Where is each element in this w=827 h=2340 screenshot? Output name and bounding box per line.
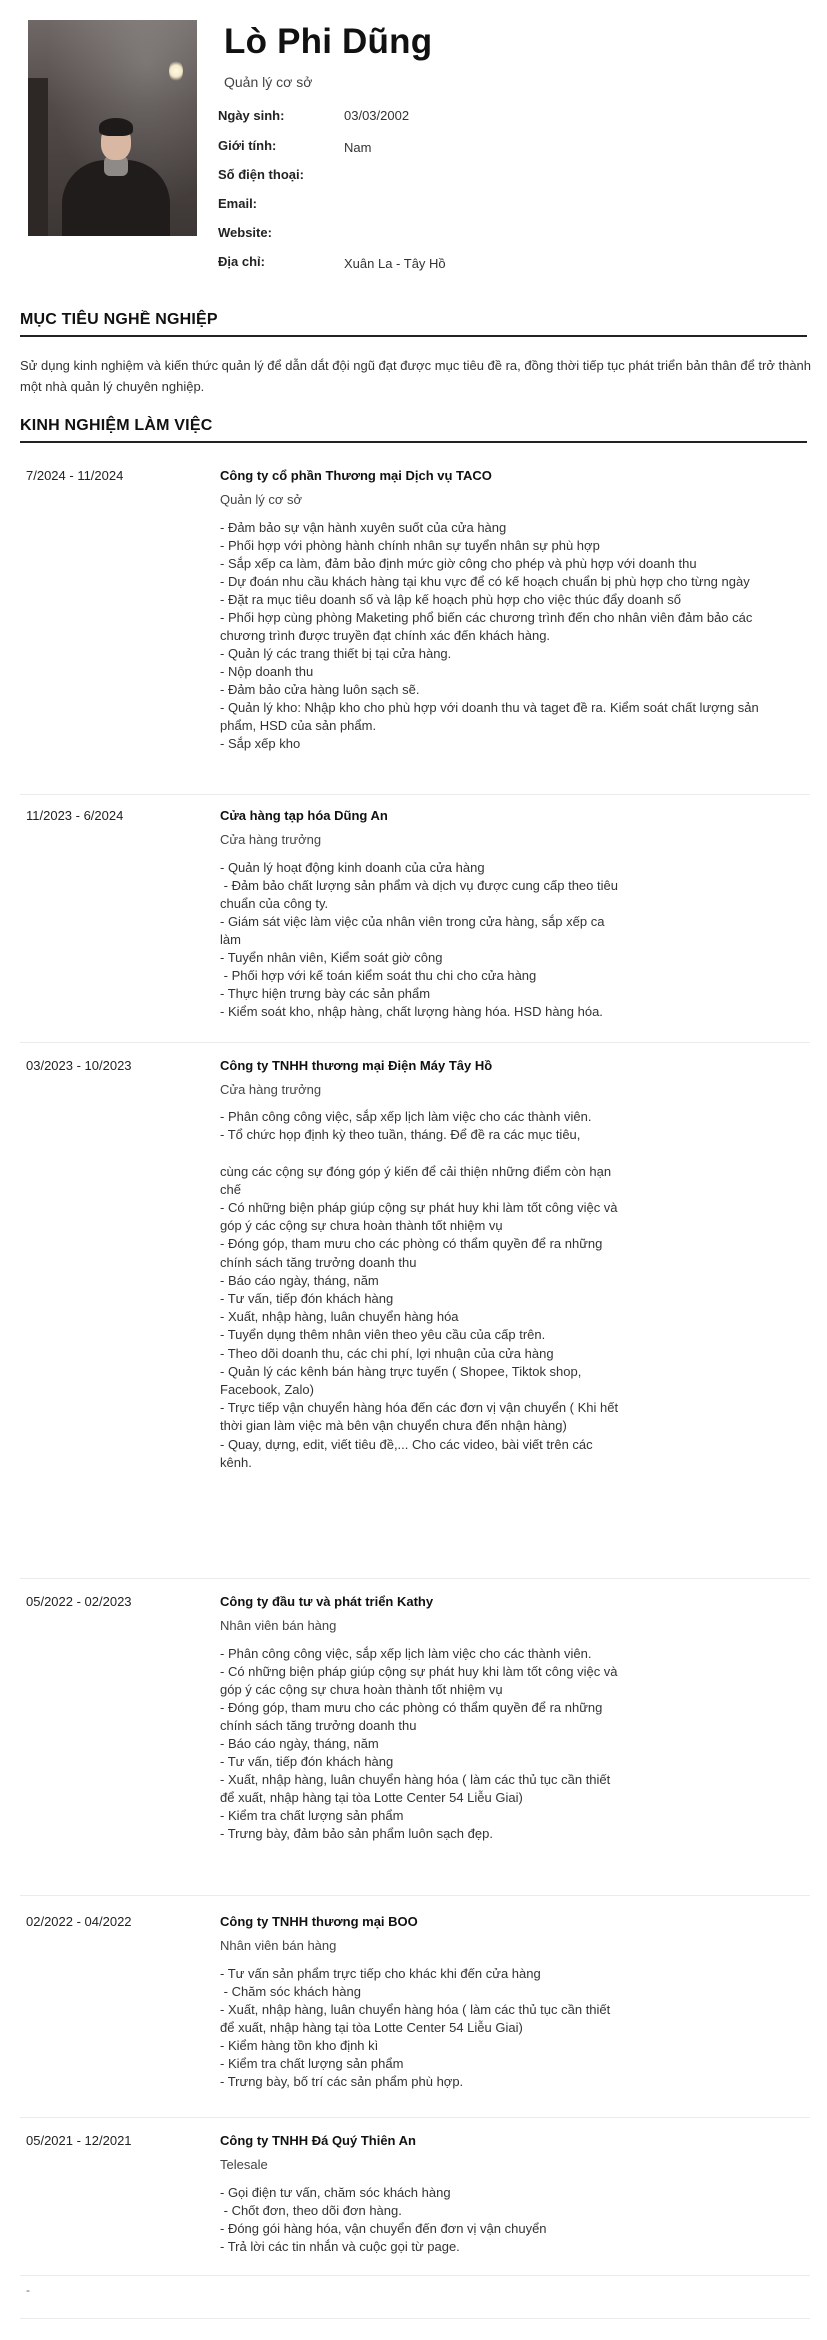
experience-item [20,1594,810,1896]
info-value: Nam [344,140,372,155]
experience-description: - Phân công công việc, sắp xếp lịch làm việc cho các thành viên. - Có những biện pháp giúp cộng sự phát huy khi làm tốt công việc và góp ý các cộng sự chưa hoàn thành tốt nhiệm vụ - Đóng góp, tham mưu cho các phòng có thẩm quyền để ra những chính sách tăng trưởng doanh thu - Báo cáo ngày, tháng, năm - Tư vấn, tiếp đón khách hàng - Xuất, nhập hàng, luân chuyển hàng hóa ( làm các thủ tục cần thiết để xuất, nhập hàng tại tòa Lotte Center 54 Liễu Giai) - Kiểm tra chất lượng sản phẩm - Trưng bày, đảm bảo sản phẩm luôn sạch đẹp. [220,1646,618,1841]
experience-item [20,1914,810,2118]
experience-company: Công ty đầu tư và phát triển Kathy [220,1594,434,1609]
experience-period: 05/2021 - 12/2021 [26,2133,132,2148]
info-label: Website: [218,225,272,240]
experience-role: Nhân viên bán hàng [220,1618,337,1633]
experience-role: Cửa hàng trưởng [220,832,322,847]
section-divider [20,441,807,443]
experience-description: - Phân công công việc, sắp xếp lịch làm việc cho các thành viên. - Tổ chức họp định kỳ theo tuần, tháng. Để đề ra các mục tiêu, cùng các cộng sự đóng góp ý kiến để cải thiện những điểm còn hạn chế - Có những biện pháp giúp cộng sự phát huy khi làm tốt công việc và góp ý các cộng sự chưa hoàn thành tốt nhiệm vụ - Đóng góp, tham mưu cho các phòng có thẩm quyền để ra những chính sách tăng trưởng doanh thu - Báo cáo ngày, tháng, năm - Tư vấn, tiếp đón khách hàng - Xuất, nhập hàng, luân chuyển hàng hóa - Tuyển dụng thêm nhân viên theo yêu cầu của cấp trên. - Theo dõi doanh thu, các chi phí, lợi nhuận của cửa hàng - Quản lý các kênh bán hàng trực tuyến ( Shopee, Tiktok shop, Facebook, Zalo) - Trực tiếp vận chuyển hàng hóa đến các đơn vị vận chuyển ( Khi hết thời gian làm việc mà bên vận chuyển chưa đến nhận hàng) - Quay, dựng, edit, viết tiêu đề,... Cho các video, bài viết trên các kênh. [220,1109,619,1470]
experience-role: Nhân viên bán hàng [220,1938,337,1953]
section-divider [20,335,807,337]
experience-description: - Quản lý hoạt động kinh doanh của cửa hàng - Đảm bảo chất lượng sản phẩm và dịch vụ được cung cấp theo tiêu chuẩn của công ty. - Giám sát việc làm việc của nhân viên trong cửa hàng, sắp xếp ca làm - Tuyển nhân viên, Kiểm soát giờ công - Phối hợp với kế toán kiểm soát thu chi cho cửa hàng - Thực hiện trưng bày các sản phẩm - Kiểm soát kho, nhập hàng, chất lượng hàng hóa. HSD hàng hóa. [220,860,618,1019]
footer-dash: - [26,2283,30,2297]
experience-role: Telesale [220,2157,268,2172]
experience-item [20,2133,810,2276]
experience-description: - Đảm bảo sự vận hành xuyên suốt của cửa hàng - Phối hợp với phòng hành chính nhân sự tuyển nhân sự phù hợp - Sắp xếp ca làm, đảm bảo định mức giờ công cho phép và phù hợp với doanh thu - Dự đoán nhu cầu khách hàng tại khu vực để có kế hoạch chuẩn bị phù hợp cho từng ngày - Đặt ra mục tiêu doanh số và lập kế hoạch phù hợp cho việc thúc đẩy doanh số - Phối hợp cùng phòng Maketing phổ biến các chương trình đến cho nhân viên đảm bảo các chương trình được truyền đạt chính xác đến khách hàng. - Quản lý các trang thiết bị tại cửa hàng. - Nộp doanh thu - Đảm bảo cửa hàng luôn sạch sẽ. - Quản lý kho: Nhập kho cho phù hợp với doanh thu và taget đề ra. Kiểm soát chất lượng sản phẩm, HSD của sản phẩm. - Sắp xếp kho [220,520,759,751]
experience-company: Công ty TNHH Đá Quý Thiên An [220,2133,416,2148]
experience-heading: KINH NGHIỆM LÀM VIỆC [20,417,213,434]
experience-company: Công ty TNHH thương mại Điện Máy Tây Hồ [220,1058,493,1073]
info-value: 03/03/2002 [344,108,410,123]
photo-door [28,78,48,236]
objective-heading: MỤC TIÊU NGHỀ NGHIỆP [20,311,218,328]
experience-company: Công ty TNHH thương mại BOO [220,1914,418,1929]
experience-item [20,468,810,795]
info-label: Ngày sinh: [218,108,285,123]
photo-lamp [169,60,183,82]
footer-divider [20,2318,810,2319]
candidate-name: Lò Phi Dũng [224,22,433,61]
experience-item [20,1058,810,1579]
profile-photo [28,20,197,236]
info-label: Địa chỉ: [218,254,265,269]
experience-role: Quản lý cơ sở [220,492,303,507]
info-label: Giới tính: [218,138,277,153]
experience-period: 11/2023 - 6/2024 [26,808,124,823]
info-label: Email: [218,196,258,211]
experience-company: Công ty cổ phần Thương mại Dịch vụ TACO [220,468,492,483]
experience-company: Cửa hàng tạp hóa Dũng An [220,808,388,823]
experience-period: 05/2022 - 02/2023 [26,1594,132,1609]
experience-description: - Gọi điện tư vấn, chăm sóc khách hàng - Chốt đơn, theo dõi đơn hàng. - Đóng gói hàng hóa, vận chuyển đến đơn vị vận chuyển - Trả lời các tin nhắn và cuộc gọi từ page. [220,2185,547,2254]
experience-period: 02/2022 - 04/2022 [26,1914,132,1929]
candidate-title: Quản lý cơ sở [224,74,313,90]
experience-description: - Tư vấn sản phẩm trực tiếp cho khác khi đến cửa hàng - Chăm sóc khách hàng - Xuất, nhập hàng, luân chuyển hàng hóa ( làm các thủ tục cần thiết để xuất, nhập hàng tại tòa Lotte Center 54 Liễu Giai) - Kiểm hàng tồn kho định kì - Kiểm tra chất lượng sản phẩm - Trưng bày, bố trí các sản phẩm phù hợp. [220,1966,611,2089]
info-label: Số điện thoại: [218,167,304,182]
photo-hair [99,118,133,136]
experience-item [20,808,810,1043]
experience-role: Cửa hàng trưởng [220,1082,322,1097]
experience-period: 03/2023 - 10/2023 [26,1058,132,1073]
info-value: Xuân La - Tây Hồ [344,256,446,271]
objective-text: Sử dụng kinh nghiệm và kiến thức quản lý để dẫn dắt đội ngũ đạt được mục tiêu đề ra, đồng thời tiếp tục phát triển bản thân để trở thành một nhà quản lý chuyên nghiệp. [20,358,812,394]
experience-period: 7/2024 - 11/2024 [26,468,124,483]
